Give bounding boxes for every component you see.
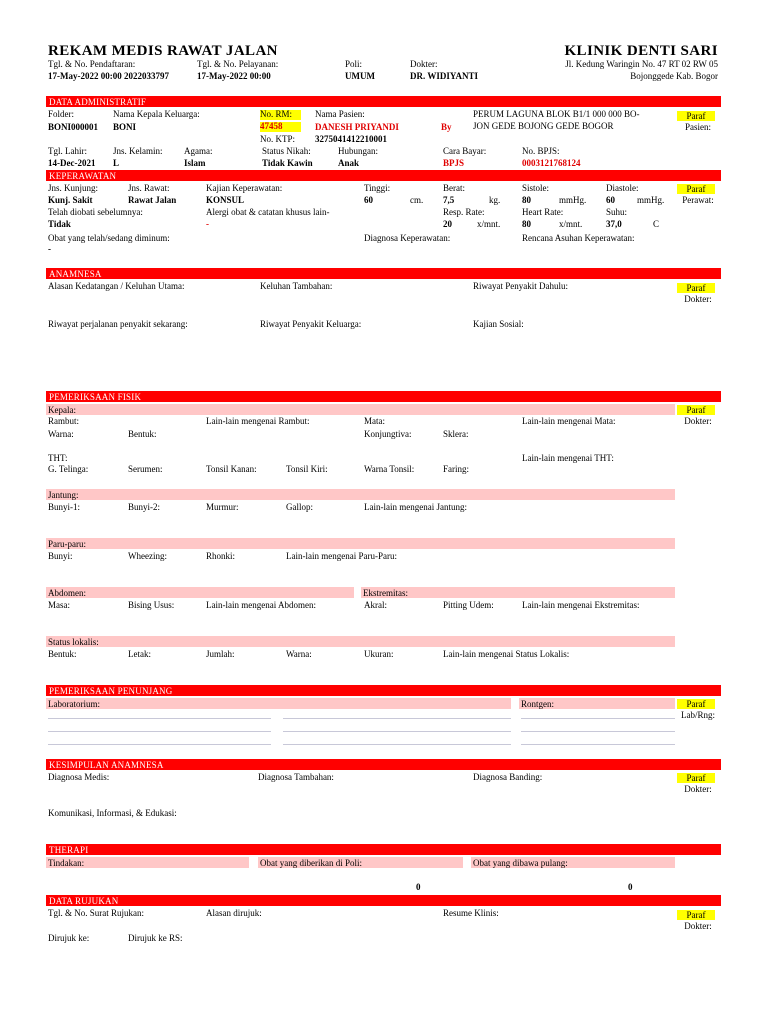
current-medication-value: -: [48, 244, 51, 254]
heart-rate-value: 80: [522, 219, 531, 229]
care-type-value: Rawat Jalan: [128, 195, 177, 205]
visit-type-value: Kunj. Sakit: [48, 195, 93, 205]
head-of-family-value: BONI: [113, 122, 137, 132]
local-status-subsection-title: Status lokalis:: [48, 637, 99, 647]
paraf-physical-box: Paraf: [677, 405, 715, 415]
visit-type-label: Jns. Kunjung:: [48, 183, 99, 193]
referred-hospital-label: Dirujuk ke RS:: [128, 933, 183, 943]
additional-complaint-label: Keluhan Tambahan:: [260, 281, 333, 291]
temperature-unit: C: [653, 219, 660, 229]
lab-line: [283, 718, 511, 719]
allergy-label: Alergi obat & catatan khusus lain-: [206, 207, 330, 217]
abdomen-subsection-title: Abdomen:: [48, 588, 86, 598]
referral-section-title: DATA RUJUKAN: [49, 896, 119, 906]
admin-section-title: DATA ADMINISTRATIF: [49, 97, 147, 107]
head-of-family-label: Nama Kepala Keluarga:: [113, 109, 200, 119]
differential-diagnosis-label: Diagnosa Banding:: [473, 772, 543, 782]
diastole-value: 60: [606, 195, 615, 205]
bpjs-value: 0003121768124: [522, 158, 581, 168]
doctor-label: Dokter:: [410, 59, 438, 69]
local-location-label: Letak:: [128, 649, 151, 659]
referral-section-header: [46, 895, 721, 906]
support-section-header: [46, 685, 721, 696]
patient-name-suffix: By: [441, 122, 452, 132]
resp-rate-unit: x/mnt.: [477, 219, 501, 229]
poli-drugs-total: 0: [416, 882, 421, 892]
clinic-address-line1: Jl. Kedung Waringin No. 47 RT 02 RW 05: [565, 59, 718, 69]
bpjs-label: No. BPJS:: [522, 146, 560, 156]
paraf-lab-label: Lab/Rng:: [681, 710, 715, 720]
sex-value: L: [113, 158, 120, 168]
dob-value: 14-Dec-2021: [48, 158, 96, 168]
home-drugs-subsection: [471, 857, 675, 868]
home-drugs-subsection-title: Obat yang dibawa pulang:: [473, 858, 568, 868]
local-other-label: Lain-lain mengenai Status Lokalis:: [443, 649, 570, 659]
tht-label: THT:: [48, 453, 68, 463]
abdomen-other-label: Lain-lain mengenai Abdomen:: [206, 600, 316, 610]
lung-other-label: Lain-lain mengenai Paru-Paru:: [286, 551, 397, 561]
paraf-physical-label: Dokter:: [684, 416, 712, 426]
pitting-edema-label: Pitting Udem:: [443, 600, 494, 610]
resp-rate-label: Resp. Rate:: [443, 207, 485, 217]
head-subsection: [46, 404, 675, 415]
diastole-unit: mmHg.: [637, 195, 665, 205]
page-title: REKAM MEDIS RAWAT JALAN: [48, 43, 278, 59]
hair-shape-label: Bentuk:: [128, 429, 157, 439]
lab-line: [283, 731, 511, 732]
admin-section-header: [46, 96, 721, 107]
rm-value: 47458: [260, 122, 301, 132]
local-color-label: Warna:: [286, 649, 312, 659]
therapy-section-title: THERAPI: [49, 845, 89, 855]
conjunctiva-label: Konjungtiva:: [364, 429, 412, 439]
paraf-conclusion-label: Dokter:: [684, 784, 712, 794]
patient-name-label: Nama Pasien:: [315, 109, 365, 119]
nursing-diagnosis-label: Diagnosa Keperawatan:: [364, 233, 451, 243]
extremity-subsection-title: Ekstremitas:: [363, 588, 408, 598]
extremity-other-label: Lain-lain mengenai Ekstremitas:: [522, 600, 640, 610]
hair-label: Rambut:: [48, 416, 79, 426]
relation-label: Hubungan:: [338, 146, 378, 156]
nursing-assessment-value: KONSUL: [206, 195, 245, 205]
wheezing-label: Wheezing:: [128, 551, 167, 561]
weight-unit: kg.: [489, 195, 501, 205]
paraf-lab-box: Paraf: [677, 699, 715, 709]
tonsil-left-label: Tonsil Kiri:: [286, 464, 328, 474]
heart-rate-unit: x/mnt.: [559, 219, 583, 229]
local-count-label: Jumlah:: [206, 649, 235, 659]
paraf-anamnesa-box: Paraf: [677, 283, 715, 293]
murmur-label: Murmur:: [206, 502, 239, 512]
ear-label: G. Telinga:: [48, 464, 89, 474]
resp-rate-value: 20: [443, 219, 452, 229]
patient-address-line1: PERUM LAGUNA BLOK B1/1 000 000 BO-: [473, 109, 640, 119]
akral-label: Akral:: [364, 600, 387, 610]
ktp-value: 3275041412210001: [315, 134, 387, 144]
xray-line: [521, 744, 675, 745]
heart-other-label: Lain-lain mengenai Jantung:: [364, 502, 467, 512]
lung-subsection-title: Paru-paru:: [48, 539, 86, 549]
rhonchi-label: Rhonki:: [206, 551, 236, 561]
eye-label: Mata:: [364, 416, 385, 426]
clinic-name: KLINIK DENTI SARI: [564, 43, 718, 59]
lab-subsection: [46, 698, 511, 709]
action-subsection-title: Tindakan:: [48, 858, 85, 868]
systole-unit: mmHg.: [559, 195, 587, 205]
lab-line: [48, 744, 271, 745]
heart-subsection: [46, 489, 675, 500]
local-shape-label: Bentuk:: [48, 649, 77, 659]
paraf-nurse-label: Perawat:: [682, 195, 714, 205]
referral-letter-label: Tgl. & No. Surat Rujukan:: [48, 908, 144, 918]
treated-before-value: Tidak: [48, 219, 71, 229]
clinical-summary-label: Resume Klinis:: [443, 908, 499, 918]
chief-complaint-label: Alasan Kedatangan / Keluhan Utama:: [48, 281, 185, 291]
mass-label: Masa:: [48, 600, 70, 610]
referral-reason-label: Alasan dirujuk:: [206, 908, 262, 918]
heart-rate-label: Heart Rate:: [522, 207, 564, 217]
doctor-value: DR. WIDIYANTI: [410, 71, 479, 81]
care-type-label: Jns. Rawat:: [128, 183, 170, 193]
xray-subsection: [519, 698, 675, 709]
eye-other-label: Lain-lain mengenai Mata:: [522, 416, 616, 426]
sex-label: Jns. Kelamin:: [113, 146, 163, 156]
conclusion-section-header: [46, 759, 721, 770]
local-status-subsection: [46, 636, 675, 647]
folder-value: BONI000001: [48, 122, 99, 132]
extremity-subsection: [361, 587, 675, 598]
conclusion-section-title: KESIMPULAN ANAMNESA: [49, 760, 164, 770]
illness-course-label: Riwayat perjalanan penyakit sekarang:: [48, 319, 188, 329]
lab-line: [283, 744, 511, 745]
marital-value: Tidak Kawin: [262, 158, 313, 168]
temperature-value: 37,0: [606, 219, 622, 229]
dob-label: Tgl. Lahir:: [48, 146, 87, 156]
gallop-label: Gallop:: [286, 502, 313, 512]
ktp-label: No. KTP:: [260, 134, 296, 144]
lab-line: [48, 718, 271, 719]
folder-label: Folder:: [48, 109, 74, 119]
sclera-label: Sklera:: [443, 429, 469, 439]
nursing-section-header: [46, 170, 721, 181]
service-value: 17-May-2022 00:00: [197, 71, 271, 81]
nursing-assessment-label: Kajian Keperawatan:: [206, 183, 283, 193]
tht-other-label: Lain-lain mengenai THT:: [522, 453, 614, 463]
systole-label: Sistole:: [522, 183, 550, 193]
lung-sound-label: Bunyi:: [48, 551, 73, 561]
referred-to-label: Dirujuk ke:: [48, 933, 90, 943]
registration-label: Tgl. & No. Pendaftaran:: [48, 59, 136, 69]
diastole-label: Diastole:: [606, 183, 639, 193]
heart-sound-1-label: Bunyi-1:: [48, 502, 81, 512]
patient-name-value: DANESH PRIYANDI: [315, 122, 399, 132]
temperature-label: Suhu:: [606, 207, 628, 217]
head-subsection-title: Kepala:: [48, 405, 76, 415]
action-subsection: [46, 857, 249, 868]
poli-value: UMUM: [345, 71, 375, 81]
poli-label: Poli:: [345, 59, 363, 69]
past-history-label: Riwayat Penyakit Dahulu:: [473, 281, 568, 291]
systole-value: 80: [522, 195, 531, 205]
tonsil-right-label: Tonsil Kanan:: [206, 464, 257, 474]
medical-diagnosis-label: Diagnosa Medis:: [48, 772, 110, 782]
paraf-conclusion-box: Paraf: [677, 773, 715, 783]
poli-drugs-subsection: [258, 857, 463, 868]
current-medication-label: Obat yang telah/sedang diminum:: [48, 233, 170, 243]
anamnesa-section-title: ANAMNESA: [49, 269, 102, 279]
kie-label: Komunikasi, Informasi, & Edukasi:: [48, 808, 177, 818]
xray-line: [521, 718, 675, 719]
tonsil-color-label: Warna Tonsil:: [364, 464, 415, 474]
family-history-label: Riwayat Penyakit Keluarga:: [260, 319, 362, 329]
payment-value: BPJS: [443, 158, 465, 168]
service-label: Tgl. & No. Pelayanan:: [197, 59, 279, 69]
weight-label: Berat:: [443, 183, 465, 193]
hair-color-label: Warna:: [48, 429, 74, 439]
payment-label: Cara Bayar:: [443, 146, 487, 156]
paraf-anamnesa-label: Dokter:: [684, 294, 712, 304]
home-drugs-total: 0: [628, 882, 633, 892]
weight-value: 7,5: [443, 195, 455, 205]
treated-before-label: Telah diobati sebelumnya:: [48, 207, 143, 217]
additional-diagnosis-label: Diagnosa Tambahan:: [258, 772, 334, 782]
heart-subsection-title: Jantung:: [48, 490, 79, 500]
paraf-referral-label: Dokter:: [684, 921, 712, 931]
patient-address-line2: JON GEDE BOJONG GEDE BOGOR: [473, 121, 614, 131]
local-size-label: Ukuran:: [364, 649, 394, 659]
allergy-value: -: [206, 219, 209, 229]
clinic-address-line2: Bojonggede Kab. Bogor: [630, 71, 718, 81]
support-section-title: PEMERIKSAAN PENUNJANG: [49, 686, 173, 696]
hair-other-label: Lain-lain mengenai Rambut:: [206, 416, 310, 426]
height-unit: cm.: [410, 195, 424, 205]
bowel-sound-label: Bising Usus:: [128, 600, 175, 610]
physical-section-header: [46, 391, 721, 402]
anamnesa-section-header: [46, 268, 721, 279]
paraf-patient-box: Paraf: [677, 111, 715, 121]
height-label: Tinggi:: [364, 183, 391, 193]
serumen-label: Serumen:: [128, 464, 163, 474]
paraf-nurse-box: Paraf: [677, 184, 715, 194]
abdomen-subsection: [46, 587, 354, 598]
nursing-section-title: KEPERAWATAN: [49, 171, 117, 181]
registration-value: 17-May-2022 00:00 2022033797: [48, 71, 169, 81]
poli-drugs-subsection-title: Obat yang diberikan di Poli:: [260, 858, 362, 868]
paraf-patient-label: Pasien:: [685, 122, 711, 132]
nursing-care-plan-label: Rencana Asuhan Keperawatan:: [522, 233, 635, 243]
religion-value: Islam: [184, 158, 206, 168]
physical-section-title: PEMERIKSAAN FISIK: [49, 392, 142, 402]
lab-line: [48, 731, 271, 732]
marital-label: Status Nikah:: [262, 146, 311, 156]
paraf-referral-box: Paraf: [677, 910, 715, 920]
lab-subsection-title: Laboratorium:: [48, 699, 100, 709]
pharynx-label: Faring:: [443, 464, 469, 474]
social-assessment-label: Kajian Sosial:: [473, 319, 524, 329]
height-value: 60: [364, 195, 373, 205]
heart-sound-2-label: Bunyi-2:: [128, 502, 161, 512]
religion-label: Agama:: [184, 146, 213, 156]
rm-label: No. RM:: [260, 110, 301, 120]
relation-value: Anak: [338, 158, 360, 168]
xray-subsection-title: Rontgen:: [521, 699, 554, 709]
lung-subsection: [46, 538, 675, 549]
therapy-section-header: [46, 844, 721, 855]
xray-line: [521, 731, 675, 732]
